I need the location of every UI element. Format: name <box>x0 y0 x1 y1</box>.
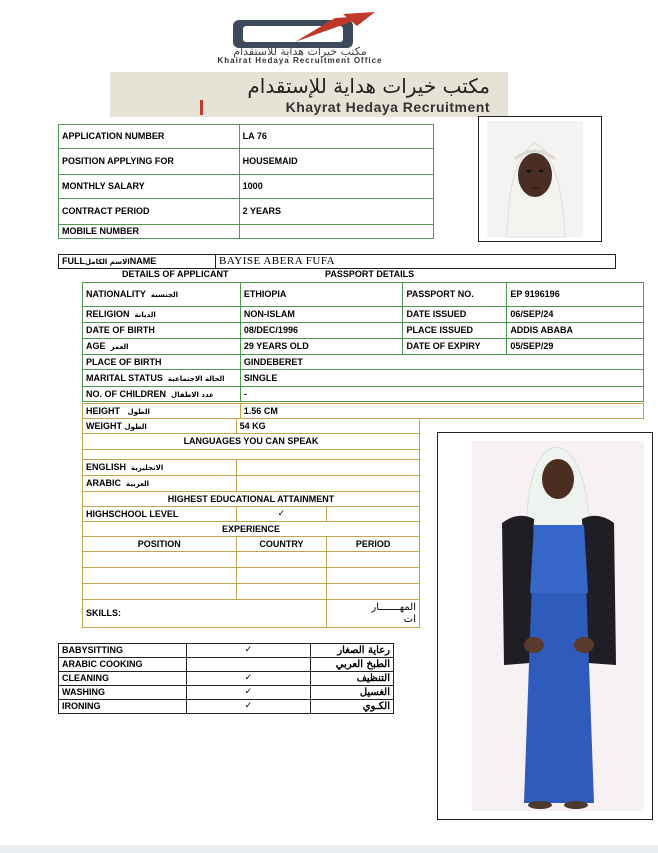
full-body-photo-frame <box>437 432 653 820</box>
skill-check <box>186 658 310 672</box>
passport-photo-frame <box>478 116 602 242</box>
education-level: HIGHSCHOOL LEVEL <box>83 507 237 522</box>
application-number-label: APPLICATION NUMBER <box>59 125 240 149</box>
contract-label: CONTRACT PERIOD <box>59 199 240 225</box>
date-issued-label: DATE ISSUED <box>403 307 507 323</box>
marital-label: MARITAL STATUS <box>86 372 163 383</box>
skill-row <box>59 644 394 658</box>
full-body-photo <box>438 433 652 819</box>
age-value: 29 YEARS OLD <box>240 339 403 355</box>
experience-row <box>83 552 420 568</box>
weight-arabic: الطول <box>124 422 147 431</box>
religion-arabic: الديانة <box>134 311 156 319</box>
logo-arabic-text: مكتب خيرات هداية للاستقدام <box>233 45 367 58</box>
date-issued-value: 06/SEP/24 <box>507 307 644 323</box>
skill-check: ✓ <box>186 700 310 714</box>
place-issued-value: ADDIS ABABA <box>507 323 644 339</box>
children-label: NO. OF CHILDREN <box>86 388 166 399</box>
pob-value: GINDEBERET <box>240 355 643 370</box>
height-value: 1.56 CM <box>240 404 643 419</box>
arabic-label: ARABIC <box>86 478 121 488</box>
skills-arabic-2: ات <box>403 613 416 625</box>
passport-photo <box>479 117 601 241</box>
skill-ar: الطبخ العربي <box>311 658 394 672</box>
skill-check: ✓ <box>186 644 310 658</box>
passport-no-value: EP 9196196 <box>507 283 644 307</box>
english-value <box>236 460 419 476</box>
experience-row <box>83 568 420 584</box>
application-number-value: LA 76 <box>239 125 433 149</box>
arabic-arabic: العربية <box>126 480 150 488</box>
viewer-bottom-bar <box>0 845 658 853</box>
skill-en: BABYSITTING <box>59 644 187 658</box>
experience-header: EXPERIENCE <box>83 522 420 537</box>
english-label: ENGLISH <box>86 462 127 472</box>
english-arabic: الانجليزية <box>131 464 164 472</box>
skill-check: ✓ <box>186 686 310 700</box>
salary-value: 1000 <box>239 175 433 199</box>
marital-arabic: الحالة الاجتماعية <box>167 374 225 383</box>
skill-row <box>59 700 394 714</box>
skills-table <box>58 643 394 714</box>
skills-label: SKILLS: <box>83 600 327 628</box>
name-label-full: FULL <box>62 256 85 266</box>
name-label-arabic: الاسم الكامل <box>85 258 130 266</box>
experience-row <box>83 584 420 600</box>
marital-value: SINGLE <box>240 370 643 387</box>
passport-details-header: PASSPORT DETAILS <box>325 269 415 279</box>
applicant-details-header: DETAILS OF APPLICANT <box>122 269 229 279</box>
education-header: HIGHEST EDUCATIONAL ATTAINMENT <box>83 492 420 507</box>
weight-label: WEIGHT <box>86 420 122 431</box>
dob-value: 08/DEC/1996 <box>240 323 403 339</box>
name-label-name: NAME <box>129 256 157 266</box>
application-table <box>58 124 434 239</box>
skill-check: ✓ <box>186 672 310 686</box>
skill-en: CLEANING <box>59 672 187 686</box>
skill-en: IRONING <box>59 700 187 714</box>
nationality-arabic: الجنسية <box>150 291 178 299</box>
position-label: POSITION APPLYING FOR <box>59 149 240 175</box>
religion-label: RELIGION <box>86 309 130 319</box>
skill-row <box>59 672 394 686</box>
skill-ar: الكـوي <box>311 700 394 714</box>
pob-label: PLACE OF BIRTH <box>83 355 241 370</box>
skill-ar: التنظيف <box>311 672 394 686</box>
languages-education-table <box>82 418 420 628</box>
mobile-value <box>239 225 433 239</box>
experience-col-period: PERIOD <box>327 537 420 552</box>
position-value: HOUSEMAID <box>239 149 433 175</box>
height-label: HEIGHT <box>86 405 121 416</box>
skill-row <box>59 658 394 672</box>
skill-row <box>59 686 394 700</box>
place-issued-label: PLACE ISSUED <box>403 323 507 339</box>
nationality-value: ETHIOPIA <box>240 283 403 307</box>
children-arabic: عدد الاطفال <box>171 390 214 399</box>
mobile-label: MOBILE NUMBER <box>59 225 240 239</box>
expiry-value: 05/SEP/29 <box>507 339 644 355</box>
skill-en: ARABIC COOKING <box>59 658 187 672</box>
skill-ar: الغسيل <box>311 686 394 700</box>
height-arabic: الطول <box>127 407 150 416</box>
skill-en: WASHING <box>59 686 187 700</box>
contract-value: 2 YEARS <box>239 199 433 225</box>
languages-header: LANGUAGES YOU CAN SPEAK <box>83 434 420 450</box>
age-arabic: العمر <box>110 343 129 351</box>
dob-label: DATE OF BIRTH <box>83 323 241 339</box>
full-name-value: BAYISE ABERA FUFA <box>219 255 336 267</box>
passport-no-label: PASSPORT NO. <box>403 283 507 307</box>
expiry-label: DATE OF EXPIRY <box>403 339 507 355</box>
weight-value: 54 KG <box>236 419 419 434</box>
skills-arabic-1: المهـــــــار <box>371 601 416 613</box>
banner-english: Khayrat Hedaya Recruitment <box>285 99 490 115</box>
name-row <box>58 254 616 269</box>
experience-col-country: COUNTRY <box>236 537 327 552</box>
logo-english-text: Khairat Hedaya Recruitment Office <box>217 56 383 65</box>
religion-value: NON-ISLAM <box>240 307 403 323</box>
children-value: - <box>240 387 643 402</box>
salary-label: MONTHLY SALARY <box>59 175 240 199</box>
age-label: AGE <box>86 341 106 351</box>
education-check: ✓ <box>236 507 327 522</box>
arabic-value <box>236 476 419 492</box>
nationality-label: NATIONALITY <box>86 289 146 299</box>
height-weight-table <box>82 403 644 419</box>
details-table <box>82 282 644 402</box>
experience-col-position: POSITION <box>83 537 237 552</box>
banner-arabic: مكتب خيرات هداية للإستقدام <box>247 74 490 98</box>
skill-ar: رعاية الصغار <box>311 644 394 658</box>
